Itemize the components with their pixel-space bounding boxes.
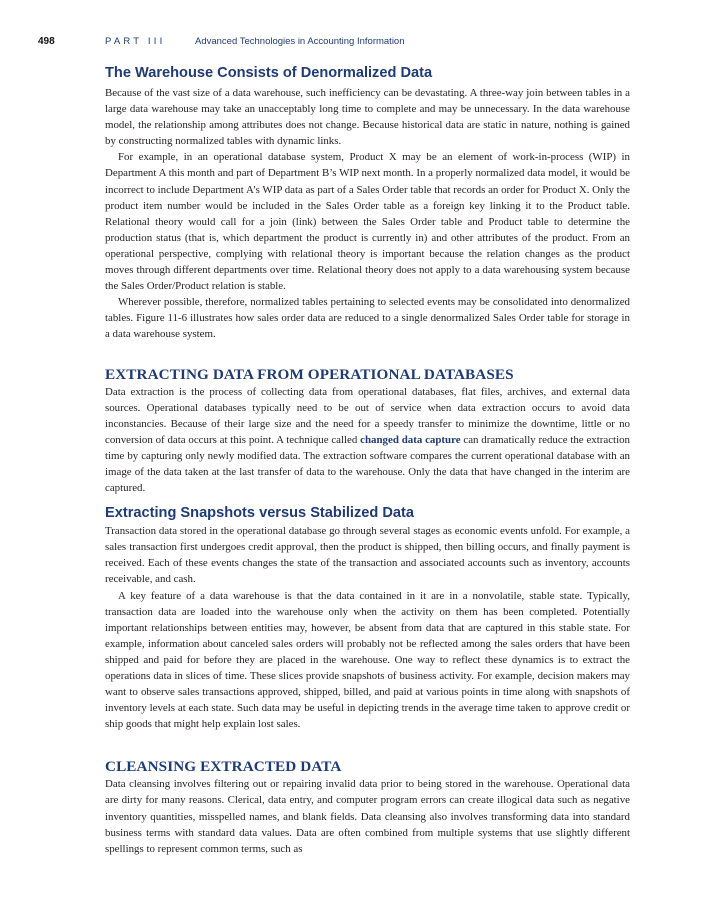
body-paragraph <box>105 384 630 497</box>
section-denormalized-data <box>105 64 630 343</box>
section-heading: The Warehouse Consists of Denormalized Data <box>105 65 433 81</box>
running-title: Advanced Technologies in Accounting Information <box>195 36 405 47</box>
section-heading: CLEANSING EXTRACTED DATA <box>105 758 342 776</box>
running-head <box>38 36 659 50</box>
section-heading: Extracting Snapshots versus Stabilized Data <box>105 505 414 522</box>
section-cleansing <box>105 757 630 856</box>
section-snapshots <box>105 504 630 732</box>
section-extracting-data <box>105 365 630 497</box>
page-body <box>105 64 630 857</box>
part-label: PART III <box>105 36 166 47</box>
body-paragraph: A key feature of a data warehouse is that the data contained in it are in a nonvolatile, stable state. Typically, transaction data are loaded into the warehouse only when the activity on them has been completed. Potentially important relationships between entities may, however, be absent from data that are captured in this stable state. For example, information about canceled sales orders will probably not be reflected among the sales orders that have been shipped and paid for before they are placed in the warehouse. One way to reflect these dynamics is to extract the operations data in slices of time. These slices provide snapshots of business activity. For example, decision makers may want to observe sales transactions approved, shipped, billed, and paid at various points in time along with snapshots of inventory levels at each state. Such data may be useful in depicting trends in the average time taken to approve credit or ship goods that might help explain lost sales. <box>105 589 630 731</box>
section-spacer <box>105 343 630 365</box>
section-heading: EXTRACTING DATA FROM OPERATIONAL DATABASES <box>105 365 514 383</box>
body-paragraph: Wherever possible, therefore, normalized tables pertaining to selected events may be consolidated into denormalized tables. Figure 11-6 illustrates how sales order data are reduced to a single denormalized Sales Order table for storage in a data warehouse system. <box>105 296 630 341</box>
section-spacer <box>105 732 630 757</box>
paragraph-text: can dramatically reduce the extraction time by capturing only newly modified data. The extraction software compares the current operational database with an image of the data taken at the last transfer of data to the warehouse. Only the data that have changed in the interim are captured. <box>105 433 630 495</box>
key-term: changed data capture <box>360 433 461 446</box>
page-number: 498 <box>38 36 55 47</box>
section-spacer <box>105 496 630 504</box>
body-paragraph: Transaction data stored in the operational database go through several stages as economic events unfold. For example, a sales transaction first undergoes credit approval, then the product is shipped, then billing occurs, and finally payment is received. Each of these events changes the state of the transaction and associated accounts such as inventory, accounts receivable, and cash. <box>105 525 630 586</box>
body-paragraph: Because of the vast size of a data warehouse, such inefficiency can be devastating. A three-way join between tables in a large data warehouse may take an unacceptably long time to complete and may be unnecessary. In the data warehouse model, the relationship among attributes does not change. Because historical data are static in nature, nothing is gained by constructing normalized tables with dynamic links. <box>105 87 630 148</box>
body-paragraph: For example, in an operational database system, Product X may be an element of work-in-process (WIP) in Department A this month and part of Department B’s WIP next month. In a properly normalized data model, it would be incorrect to include Department A’s WIP data as part of a Sales Order table that records an order for Product X. Only the product item number would be included in the Sales Order table as a foreign key linking it to the Product table. Relational theory would call for a join (link) between the Sales Order table and Product table to determine the production status (that is, which department the product is currently in) and other attributes of the product. From an operational perspective, complying with relational theory is important because the relation changes as the product moves through different departments over time. Relational theory does not apply to a data warehousing system because the Sales Order/Product relation is stable. <box>105 151 630 293</box>
paragraph-text: Data extraction is the process of collecting data from operational databases, flat files, archives, and external data sources. Operational databases typically need to be out of service when data extraction occurs to avoid data inconstancies. Because of their large size and the need for a speedy transfer to minimize the downtime, little or no conversion of data occurs at this point. A technique called <box>105 385 630 446</box>
body-paragraph: Data cleansing involves filtering out or repairing invalid data prior to being stored in the warehouse. Operational data are dirty for many reasons. Clerical, data entry, and computer program errors can create illogical data such as negative inventory quantities, misspelled names, and blank fields. Data cleansing also involves transforming data into standard business terms with standard data values. Data are often combined from multiple systems that use slightly different spellings to represent common terms, such as <box>105 778 630 855</box>
